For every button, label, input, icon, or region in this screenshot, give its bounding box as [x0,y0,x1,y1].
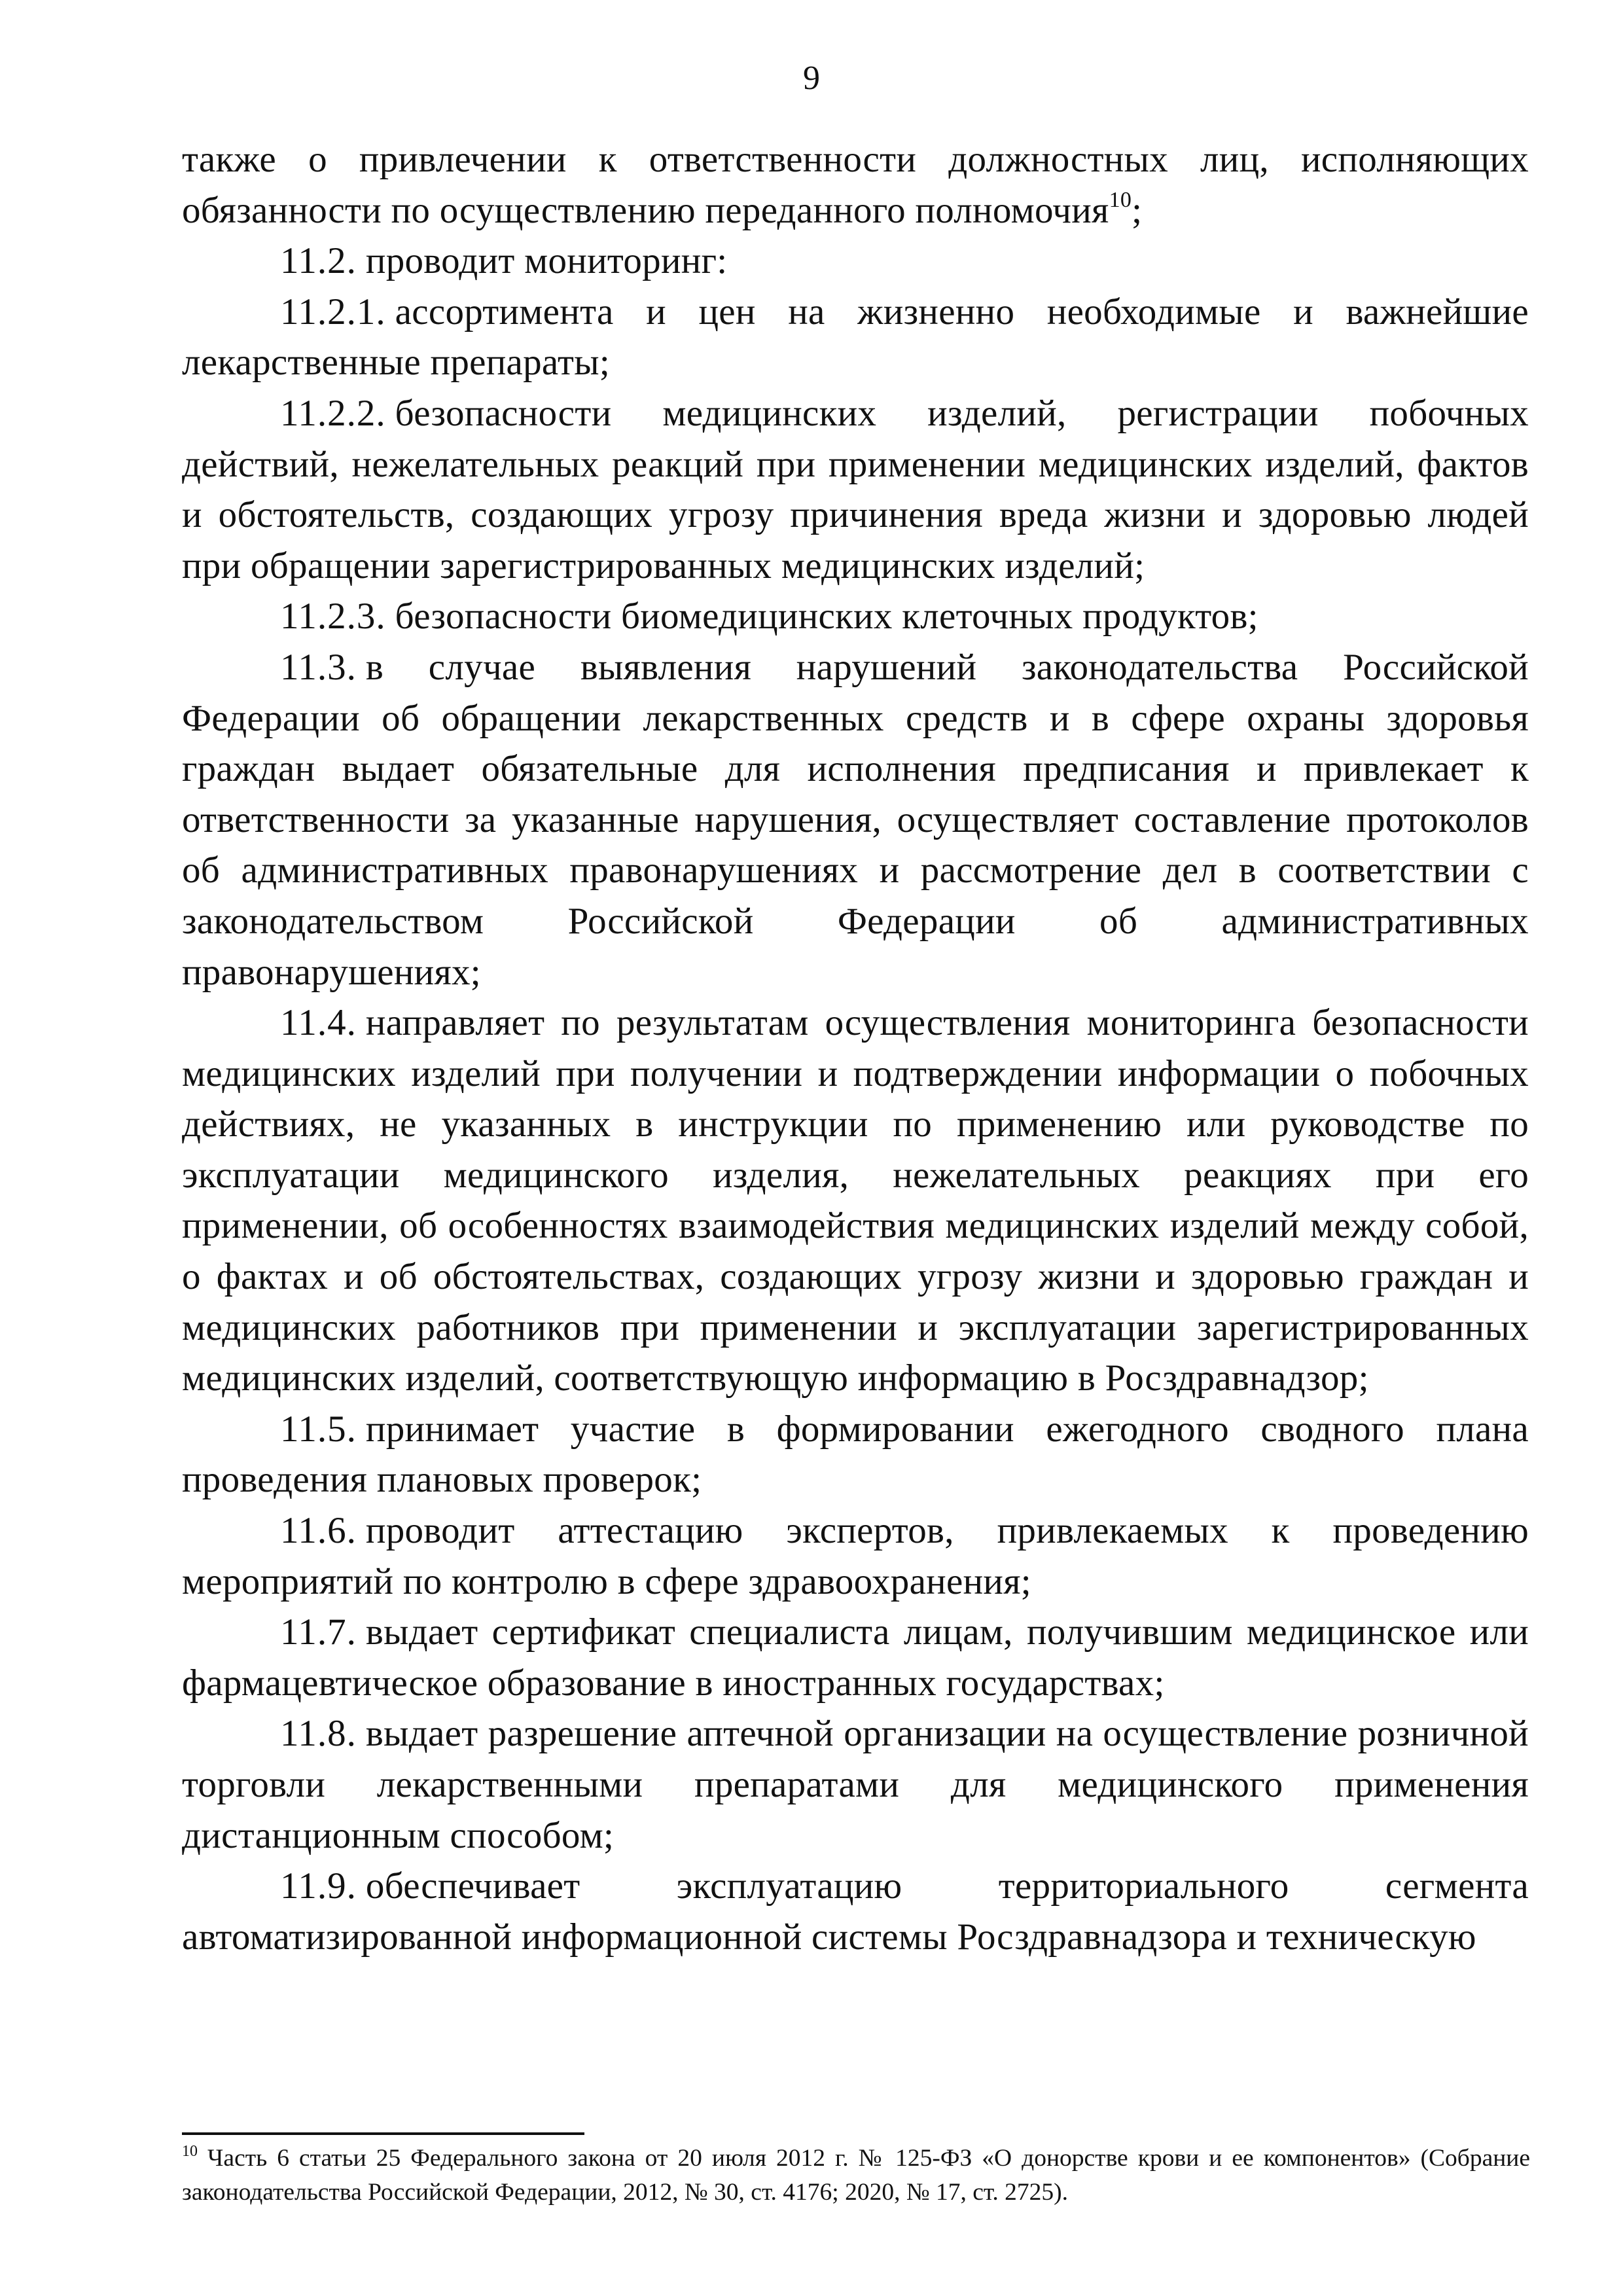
footnote-text: Часть 6 статьи 25 Федерального закона от 20 июля 2012 г. № 125-ФЗ «О донорстве крови и ее компонентов» (Собрание законодательства Российской Федерации, 2012, № 30, ст. 4176; 2020, № 17, ст. 2725). [182,2145,1531,2206]
paragraph-text: выдает сертификат специалиста лицам, получившим медицинское или фармацевтическое образование в иностранных государствах; [182,1611,1529,1704]
clause-number: 11.2. [280,240,357,282]
paragraph-11-7 [182,1607,1529,1708]
clause-number: 11.9. [280,1865,357,1907]
clause-number: 11.2.3. [280,596,386,637]
paragraph-text: также о привлечении к ответственности должностных лиц, исполняющих обязанности по осуществлению переданного полномочия [182,139,1529,231]
paragraph-11-2-2 [182,388,1529,591]
clause-number: 11.8. [280,1713,357,1755]
paragraph-text: в случае выявления нарушений законодательства Российской Федерации об обращении лекарственных средств и в сфере охраны здоровья граждан выдает обязательные для исполнения предписания и привлекает к ответственности за указанные нарушения, осуществляет составление протоколов об административных правонарушениях и рассмотрение дел в соответствии с законодательством Российской Федерации об административных правонарушениях; [182,646,1529,993]
document-body [182,134,1529,1962]
clause-number: 11.4. [280,1002,357,1044]
clause-number: 11.5. [280,1408,357,1450]
footnote-reference: 10 [1109,187,1132,212]
paragraph-text: проводит мониторинг: [365,240,728,282]
paragraph-11-9 [182,1861,1529,1962]
paragraph-tail: ; [1132,189,1143,231]
clause-number: 11.7. [280,1611,357,1653]
paragraph-11-2 [182,236,1529,287]
paragraph-11-2-3 [182,591,1529,642]
paragraph-11-3 [182,642,1529,997]
paragraph-text: выдает разрешение аптечной организации на осуществление розничной торговли лекарственными препаратами для медицинского применения дистанционным способом; [182,1713,1529,1856]
clause-number: 11.2.1. [280,291,386,332]
footnote [182,2142,1530,2210]
paragraph-11-2-1 [182,287,1529,388]
footnote-marker: 10 [182,2142,198,2160]
paragraph-text: ассортимента и цен на жизненно необходимые и важнейшие лекарственные препараты; [182,291,1529,384]
paragraph-text: обеспечивает эксплуатацию территориального сегмента автоматизированной информационной системы Росздравнадзора и техническую [182,1865,1529,1958]
paragraph-text: принимает участие в формировании ежегодного сводного плана проведения плановых проверок; [182,1408,1529,1501]
paragraph-continuation [182,134,1529,236]
clause-number: 11.6. [280,1510,357,1552]
paragraph-text: безопасности медицинских изделий, регистрации побочных действий, нежелательных реакций при применении медицинских изделий, фактов и обстоятельств, создающих угрозу причинения вреда жизни и здоровью людей при обращении зарегистрированных медицинских изделий; [182,392,1529,586]
clause-number: 11.3. [280,646,357,688]
paragraph-text: безопасности биомедицинских клеточных продуктов; [395,596,1258,637]
paragraph-text: проводит аттестацию экспертов, привлекаемых к проведению мероприятий по контролю в сфере здравоохранения; [182,1510,1529,1602]
page-number: 9 [803,60,820,97]
footnote-divider [182,2132,584,2135]
clause-number: 11.2.2. [280,392,386,434]
paragraph-11-5 [182,1404,1529,1505]
paragraph-11-4 [182,997,1529,1404]
paragraph-11-8 [182,1708,1529,1861]
paragraph-text: направляет по результатам осуществления мониторинга безопасности медицинских изделий при получении и подтверждении информации о побочных действиях, не указанных в инструкции по применению или руководстве по эксплуатации медицинского изделия, нежелательных реакциях при его применении, об особенностях взаимодействия медицинских изделий между собой, о фактах и об обстоятельствах, создающих угрозу жизни и здоровью граждан и медицинских работников при применении и эксплуатации зарегистрированных медицинских изделий, соответствующую информацию в Росздравнадзор; [182,1002,1529,1399]
paragraph-11-6 [182,1505,1529,1607]
